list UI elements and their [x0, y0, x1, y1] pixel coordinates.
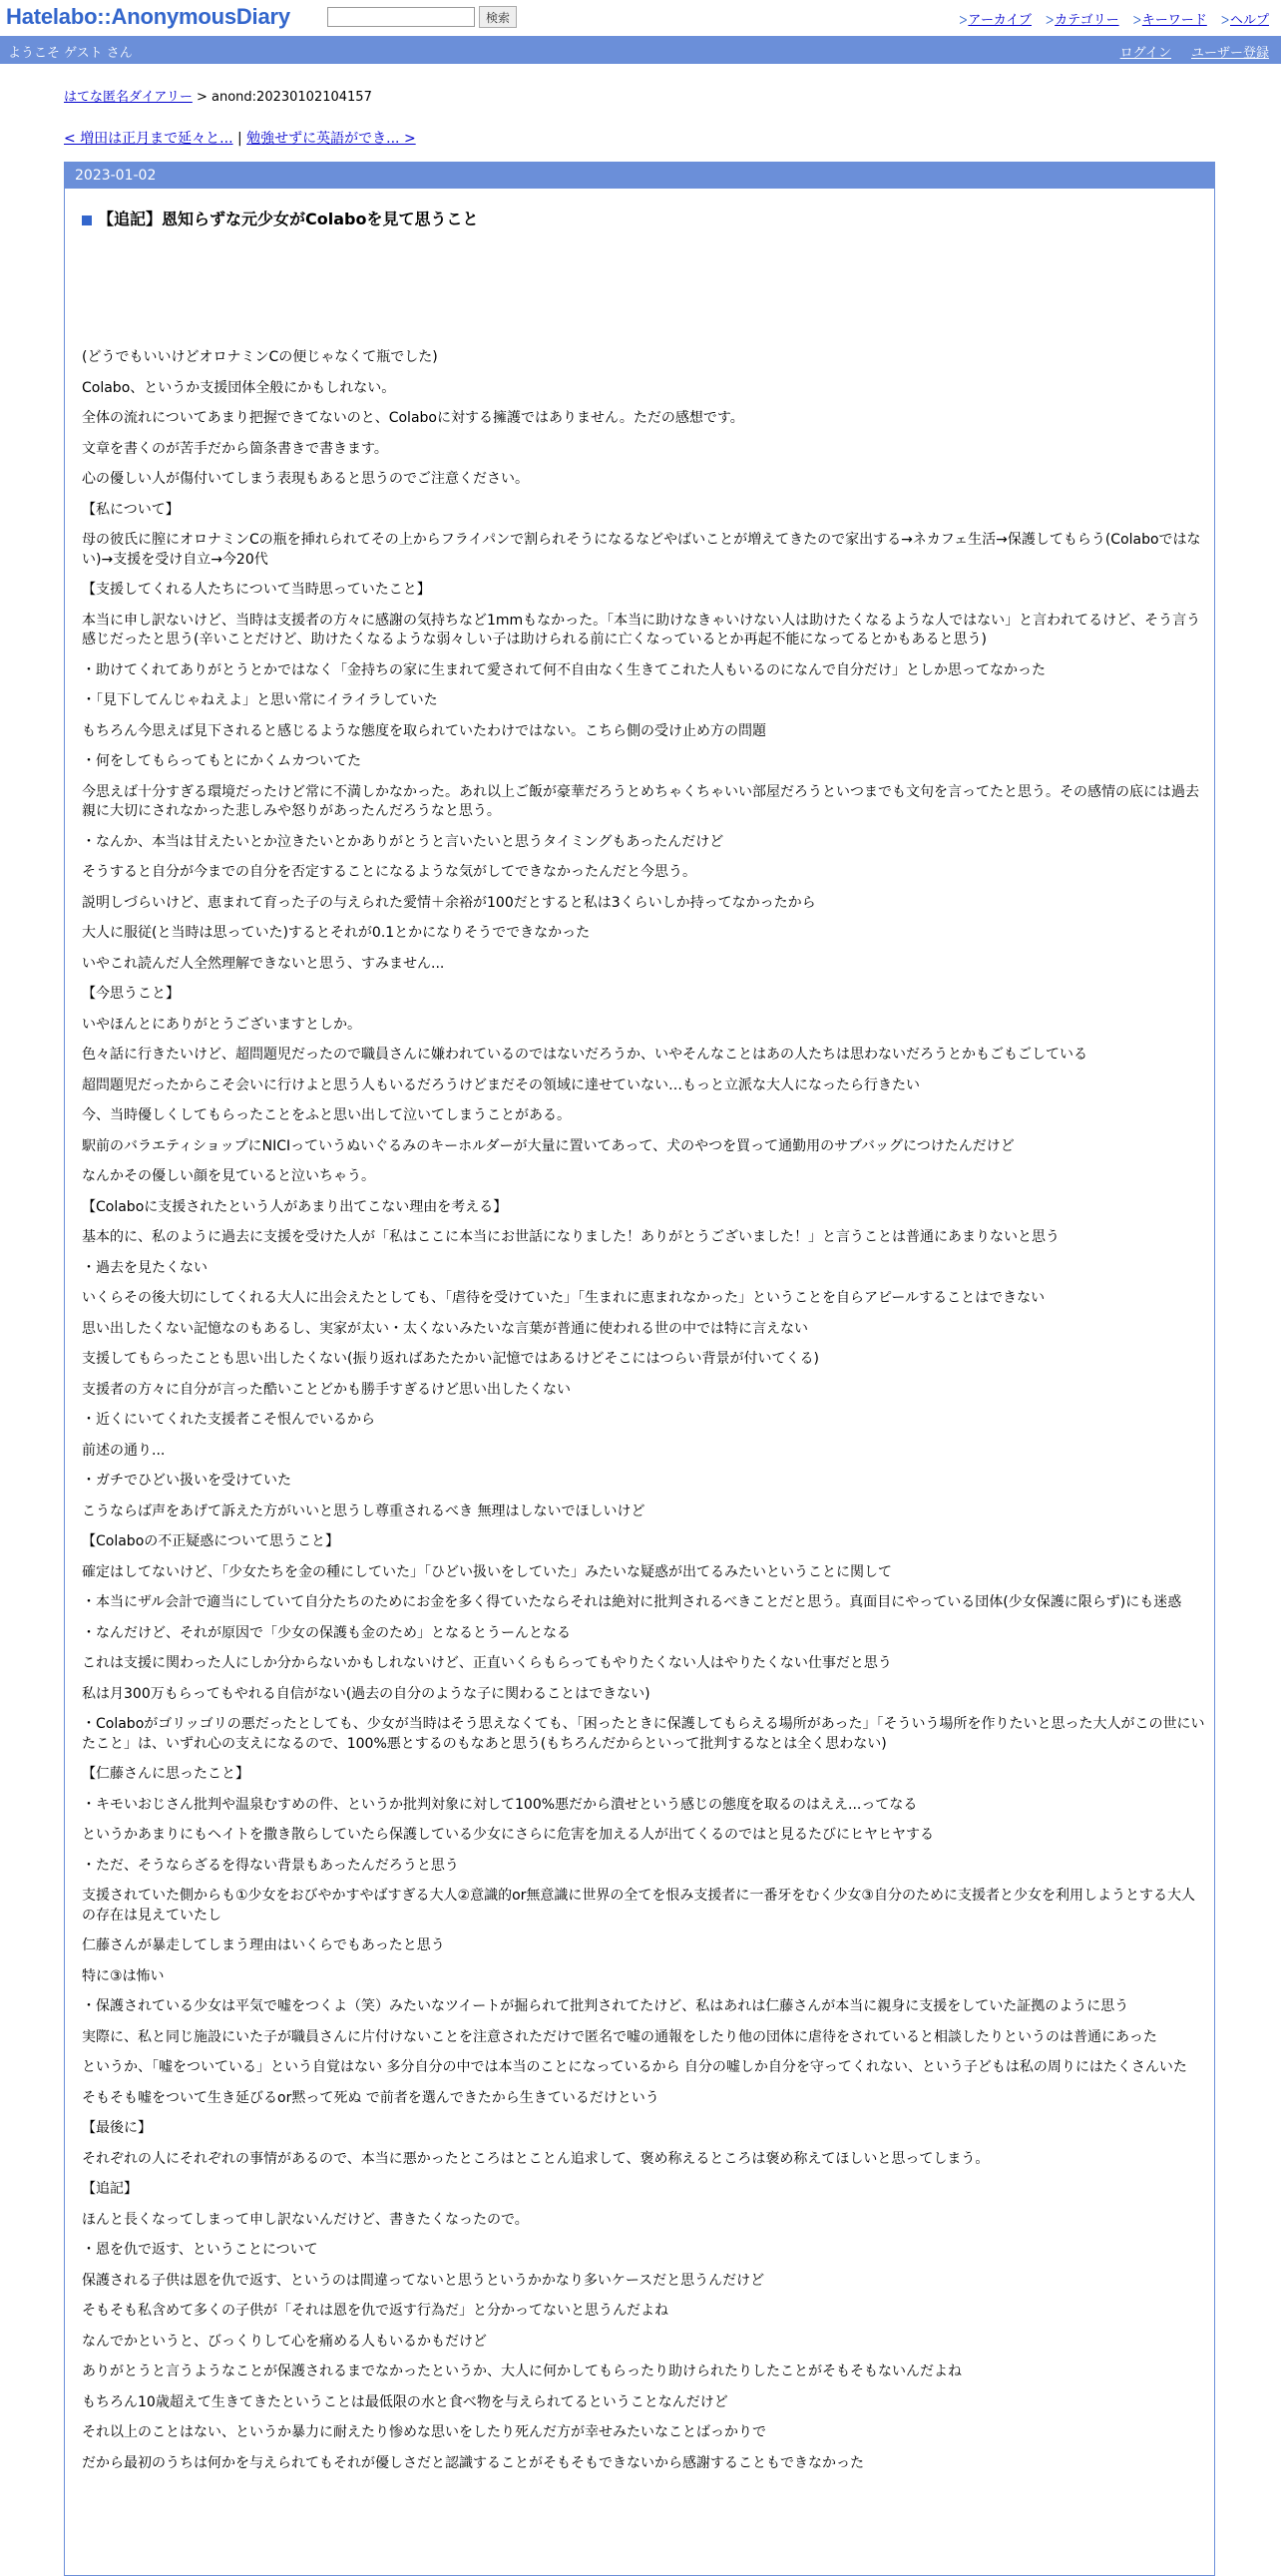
body-paragraph: もちろん10歳超えて生きてきたということは最低限の水と食べ物を与えられてるということなんだけど: [82, 2393, 728, 2410]
body-paragraph: ・近くにいてくれた支援者こそ恨んでいるから: [82, 1412, 375, 1428]
body-paragraph: いやこれ読んだ人全然理解できないと思う、すみません...: [82, 955, 445, 972]
day-section: [64, 162, 1215, 2576]
login-link[interactable]: ログイン: [1119, 46, 1171, 61]
body-paragraph: 基本的に、私のように過去に支援を受けた人が「私はここに本当にお世話になりました！ありがとうございました！」と言うことは普通にあまりないと思う: [82, 1229, 1060, 1245]
body-paragraph: ・ガチでひどい扱いを受けていた: [82, 1473, 291, 1489]
arrow-icon: ᐳ: [1132, 14, 1141, 27]
body-paragraph: 今思えば十分すぎる環境だったけど常に不満しかなかった。あれ以上ご飯が豪華だろうとめちゃくちゃいい部屋だろうといつまでも文句を言ってたと思う。その感情の底には過去親に大切にされなかった悲しみや怒りがあったんだろうなと思う。: [82, 783, 1199, 819]
body-paragraph: 【最後に】: [82, 2120, 152, 2136]
body-paragraph: そうすると自分が今までの自分を否定することになるような気がしてできなかったんだと今思う。: [82, 864, 696, 880]
search-input[interactable]: [327, 7, 475, 27]
body-paragraph: 文章を書くのが苦手だから箇条書きで書きます。: [82, 440, 388, 457]
body-paragraph: 全体の流れについてあまり把握できてないのと、Colaboに対する擁護ではありません。ただの感想です。: [82, 410, 744, 426]
body-paragraph: 今、当時優しくしてもらったことをふと思い出して泣いてしまうことがある。: [82, 1107, 571, 1123]
body-paragraph: 私は月300万もらってもやれる自信がない(過去の自分のような子に関わることはできない): [82, 1685, 650, 1702]
body-paragraph: 超問題児だったからこそ会いに行けよと思う人もいるだろうけどまだその領域に達せていない…もっと立派な大人になったら行きたい: [82, 1076, 920, 1093]
body-paragraph: 支援者の方々に自分が言った酷いことどかも勝手すぎるけど思い出したくない: [82, 1381, 571, 1398]
body-paragraph: だから最初のうちは何かを与えられてもそれが優しさだと認識することがそもそもできないから感謝することもできなかった: [82, 2454, 864, 2471]
body-paragraph: 【Colaboの不正疑惑について思うこと】: [82, 1533, 339, 1549]
body-paragraph: というか、「嘘をついている」という自覚はない 多分自分の中では本当のことになっているから 自分の嘘しか自分を守ってくれない、という子どもは私の周りにはたくさんいた: [82, 2059, 1187, 2075]
body-paragraph: 特に③は怖い: [82, 1967, 165, 1984]
body-paragraph: 【今思うこと】: [82, 986, 180, 1002]
body-paragraph: ・なんだけど、それが原因で「少女の保護も金のため」となるとうーんとなる: [82, 1624, 571, 1641]
entry-body: [82, 348, 1207, 2484]
archive-link[interactable]: ᐳアーカイブ: [959, 13, 1032, 28]
body-paragraph: それぞれの人にそれぞれの事情があるので、本当に悪かったところはとことん追求して、褒め称えるところは褒め称えてほしいと思ってしまう。: [82, 2150, 990, 2167]
body-paragraph: 大人に服従(と当時は思っていた)するとそれが0.1とかになりそうでできなかった: [82, 925, 591, 941]
body-paragraph: ほんと長くなってしまって申し訳ないんだけど、書きたくなったので。: [82, 2211, 529, 2228]
body-paragraph: これは支援に関わった人にしか分からないかもしれないけど、正直いくらもらってもやりたくない人はやりたくない仕事だと思う: [82, 1655, 892, 1671]
body-paragraph: ・なんか、本当は甘えたいとか泣きたいとかありがとうと言いたいと思うタイミングもあったんだけど: [82, 833, 724, 850]
body-paragraph: ・ただ、そうならざるを得ない背景もあったんだろうと思う: [82, 1857, 459, 1874]
body-paragraph: ・何をしてもらってもとにかくムカついてた: [82, 753, 361, 769]
body-paragraph: いやほんとにありがとうございますとしか。: [82, 1016, 361, 1033]
breadcrumb: [64, 86, 372, 105]
welcome-text: ようこそ ゲスト さん: [8, 46, 133, 61]
body-paragraph: ・キモいおじさん批判や温泉むすめの件、というか批判対象に対して100%悪だから潰せという感じの態度を取るのはええ...ってなる: [82, 1796, 918, 1813]
pager-separator: |: [232, 131, 247, 147]
body-paragraph: 【支援してくれる人たちについて当時思っていたこと】: [82, 582, 431, 598]
keyword-link[interactable]: ᐳキーワード: [1132, 13, 1207, 28]
body-paragraph: ・保護されている少女は平気で嘘をつくよ（笑）みたいなツイートが掘られて批判されてたけど、私はあれは仁藤さんが本当に親身に支援をしていた証拠のように思う: [82, 1998, 1129, 2014]
body-paragraph: そもそも嘘をついて生き延びるor黙って死ぬ で前者を選んできたから生きているだけという: [82, 2089, 659, 2106]
body-paragraph: 保護される子供は恩を仇で返す、というのは間違ってないと思うというかかなり多いケースだと思うんだけど: [82, 2272, 765, 2289]
arrow-icon: ᐳ: [959, 14, 968, 27]
breadcrumb-root-link[interactable]: はてな匿名ダイアリー: [64, 90, 193, 105]
breadcrumb-current: anond:20230102104157: [212, 90, 372, 105]
body-paragraph: ・過去を見たくない: [82, 1259, 208, 1276]
body-paragraph: 支援してもらったことも思い出したくない(振り返ればあたたかい記憶ではあるけどそこにはつらい背景が付いてくる): [82, 1351, 819, 1367]
body-paragraph: こうならば声をあげて訴えた方がいいと思うし尊重されるべき 無理はしないでほしいけど: [82, 1503, 645, 1519]
body-paragraph: なんかその優しい顔を見ていると泣いちゃう。: [82, 1168, 375, 1184]
body-paragraph: 【追記】: [82, 2181, 138, 2197]
register-link[interactable]: ユーザー登録: [1190, 46, 1269, 61]
body-paragraph: ・本当にザル会計で適当にしていて自分たちのためにお金を多く得ていたならそれは絶対に批判されるべきことだと思う。真面目にやっている団体(少女保護に限らず)にも迷惑: [82, 1594, 1182, 1610]
breadcrumb-separator: >: [192, 90, 213, 105]
body-paragraph: ありがとうと言うようなことが保護されるまでなかったというか、大人に何かしてもらったり助けられたりしたことがそもそもないんだよね: [82, 2363, 962, 2379]
help-link[interactable]: ᐳヘルプ: [1220, 13, 1269, 28]
body-paragraph: なんでかというと、びっくりして心を痛める人もいるかもだけど: [82, 2333, 487, 2350]
permalink-square-icon[interactable]: [82, 215, 92, 225]
body-paragraph: ・Colaboがゴリッゴリの悪だったとしても、少女が当時はそう思えなくても、「困ったときに保護してもらえる場所があった」「そういう場所を作りたいと思った大人がこの世にいたこと」は、いずれ心の支えになるので、100%悪とするのもなあと思う(もちろんだからといって批判するなとは全く思わない): [82, 1716, 1205, 1752]
arrow-icon: ᐳ: [1220, 14, 1229, 27]
body-paragraph: 母の彼氏に膣にオロナミンCの瓶を挿れられてその上からフライパンで割られそうになるなどやばいことが増えてきたので家出する→ネカフェ生活→保護してもらう(Colaboではない)→支援を受け自立→今20代: [82, 532, 1201, 568]
body-paragraph: 【Colaboに支援されたという人があまり出てこない理由を考える】: [82, 1198, 508, 1215]
header: [0, 0, 1281, 36]
search-button[interactable]: 検索: [479, 6, 517, 28]
next-entry-link[interactable]: 勉強せずに英語ができ... >: [246, 131, 416, 147]
body-paragraph: 色々話に行きたいけど、超問題児だったので職員さんに嫌われているのではないだろうか、いやそんなことはあの人たちは思わないだろうとかもごもごしている: [82, 1047, 1087, 1063]
header-links: [949, 9, 1269, 28]
body-paragraph: (どうでもいいけどオロナミンCの便じゃなくて瓶でした): [82, 349, 438, 365]
pager: [64, 128, 416, 148]
body-paragraph: 本当に申し訳ないけど、当時は支援者の方々に感謝の気持ちなど1mmもなかった。「本当に助けなきゃいけない人は助けたくなるような人ではない」と言われてるけど、そう言う感じだったと思う(辛いことだけど、助けたくなるような弱々しい子は助けられる前に亡くなっているとか再起不能になってるとかもあると思う): [82, 612, 1201, 647]
body-paragraph: ・助けてくれてありがとうとかではなく「金持ちの家に生まれて愛されて何不自由なく生きてこれた人もいるのになんで自分だけ」としか思ってなかった: [82, 661, 1046, 678]
body-paragraph: 駅前のバラエティショップにNICIっていうぬいぐるみのキーホルダーが大量に置いてあって、犬のやつを買って通勤用のサブバッグにつけたんだけど: [82, 1137, 1015, 1154]
arrow-icon: ᐳ: [1046, 14, 1055, 27]
body-paragraph: そもそも私含めて多くの子供が「それは恩を仇で返す行為だ」と分かってないと思うんだよね: [82, 2303, 668, 2319]
body-paragraph: Colabo、というか支援団体全般にかもしれない。: [82, 379, 396, 396]
body-paragraph: 説明しづらいけど、恵まれて育った子の与えられた愛情＋余裕が100だとすると私は3くらいしか持ってなかったから: [82, 894, 816, 911]
day-date: 2023-01-02: [65, 163, 1214, 189]
body-paragraph: 確定はしてないけど、「少女たちを金の種にしていた」「ひどい扱いをしていた」みたいな疑惑が出てるみたいということに関して: [82, 1563, 892, 1580]
user-bar: [0, 36, 1281, 64]
body-paragraph: 前述の通り...: [82, 1442, 166, 1459]
body-paragraph: 仁藤さんが暴走してしまう理由はいくらでもあったと思う: [82, 1937, 445, 1953]
entry-title-text: 【追記】恩知らずな元少女がColaboを見て思うこと: [98, 210, 479, 228]
body-paragraph: というかあまりにもヘイトを撒き散らしていたら保護している少女にさらに危害を加える人が出てくるのではと見るたびにヒヤヒヤする: [82, 1827, 934, 1843]
body-paragraph: 【私について】: [82, 501, 180, 518]
body-paragraph: 実際に、私と同じ施設にいた子が職員さんに片付けないことを注意されただけで匿名で嘘の通報をしたり他の団体に虐待をされていると相談したりというのは普通にあった: [82, 2028, 1157, 2045]
category-link[interactable]: ᐳカテゴリー: [1046, 13, 1119, 28]
body-paragraph: 心の優しい人が傷付いてしまう表現もあると思うのでご注意ください。: [82, 471, 529, 487]
body-paragraph: 思い出したくない記憶なのもあるし、実家が太い・太くないみたいな言葉が普通に使われる世の中では特に言えない: [82, 1320, 808, 1337]
entry-title: [82, 207, 478, 229]
body-paragraph: 【仁藤さんに思ったこと】: [82, 1766, 249, 1782]
body-paragraph: ・「見下してんじゃねえよ」と思い常にイライラしていた: [82, 692, 438, 708]
prev-entry-link[interactable]: < 増田は正月まで延々と...: [64, 131, 233, 147]
body-paragraph: ・恩を仇で返す、ということについて: [82, 2242, 318, 2258]
body-paragraph: 支援されていた側からも①少女をおびやかすやばすぎる大人②意識的or無意識に世界の全てを恨み支援者に一番牙をむく少女③自分のために支援者と少女を利用しようとする大人の存在は見えていたし: [82, 1888, 1195, 1924]
site-logo[interactable]: Hatelabo::AnonymousDiary: [6, 4, 290, 29]
body-paragraph: もちろん今思えば見下されると感じるような態度を取られていたわけではない。こちら側の受け止め方の問題: [82, 722, 766, 739]
body-paragraph: いくらその後大切にしてくれる大人に出会えたとしても、「虐待を受けていた」「生まれに恵まれなかった」ということを自らアピールすることはできない: [82, 1290, 1046, 1306]
body-paragraph: それ以上のことはない、というか暴力に耐えたり惨めな思いをしたり死んだ方が幸せみたいなことばっかりで: [82, 2424, 766, 2440]
